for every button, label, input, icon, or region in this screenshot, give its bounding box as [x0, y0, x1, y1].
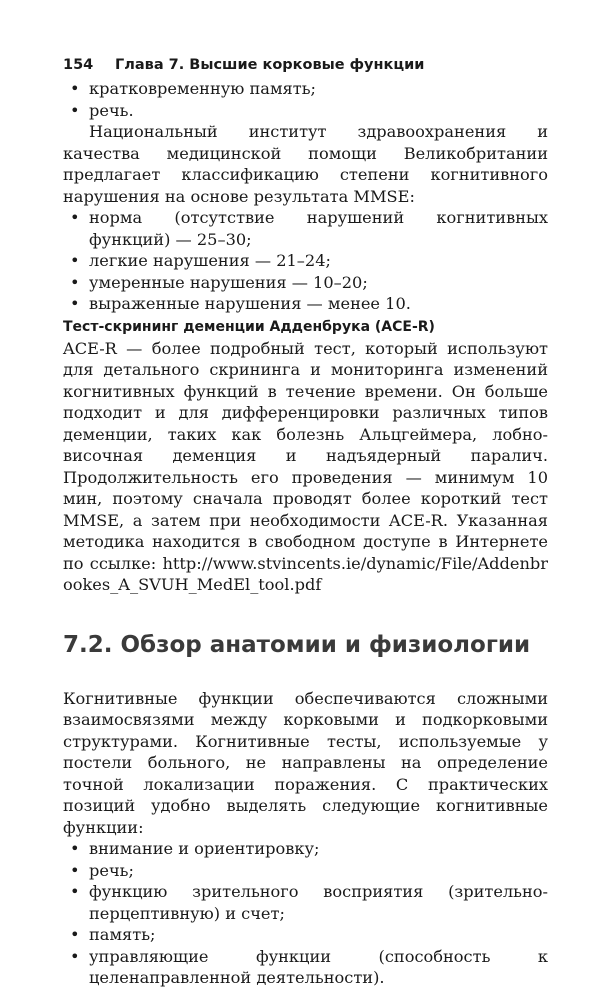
list-item: • норма (отсутствие нарушений когнитивных функций) — 25–30;	[70, 208, 548, 249]
section-title: 7.2. Обзор анатомии и физиологии	[63, 631, 531, 658]
bullet-icon: •	[70, 946, 80, 966]
list-item: • умеренные нарушения — 10–20;	[70, 272, 368, 292]
bullet-icon: •	[70, 272, 80, 292]
mmse-grade-list	[63, 207, 548, 315]
list-item: • управляющие функции (способность к целенаправленной деятельности).	[70, 946, 548, 987]
bullet-icon: •	[70, 294, 80, 313]
list-item: • память;	[70, 925, 156, 944]
bullet-icon: •	[70, 925, 80, 944]
intro-bullet-list	[63, 78, 548, 121]
body-text	[63, 78, 548, 315]
list-item: • легкие нарушения — 21–24;	[70, 251, 331, 270]
bullet-icon: •	[70, 79, 80, 98]
list-item: • кратковременную память;	[70, 79, 316, 98]
bullet-icon: •	[70, 100, 80, 120]
cognitive-functions-list	[63, 838, 548, 989]
list-item: • функцию зрительного восприятия (зрительно-перцептивную) и счет;	[70, 882, 548, 923]
ace-body	[63, 338, 548, 596]
page-number: 154	[63, 57, 94, 73]
nice-paragraph: Национальный институт здравоохранения и качества медицинской помощи Великобритании предлагает классификацию степени когнитивного нарушения на основе результата MMSE:	[63, 122, 548, 206]
list-item: • внимание и ориентировку;	[70, 839, 320, 858]
chapter-title: Глава 7. Высшие корковые функции	[115, 57, 425, 73]
ace-paragraph: ACE-R — более подробный тест, который используют для детального скрининга и мониторинга изменений когнитивных функций в течение времени. Он больше подходит и для дифференцировки различных типов деменции, таких как болезнь Альцгеймера, лобно-височная деменция и надъядерный паралич. Продолжительность его проведения — минимум 10 мин, поэтому сначала проводят более короткий тест MMSE, а затем при необходимости ACE-R. Указанная методика находится в свободном доступе в Интернете по ссылке: http://www.stvincents.ie/dynamic/File/Addenbrookes_A_SVUH_MedEl_tool.pdf	[63, 338, 548, 594]
list-item: • речь;	[70, 860, 134, 880]
bullet-icon: •	[70, 882, 80, 901]
bullet-icon: •	[70, 208, 80, 227]
bullet-icon: •	[70, 860, 80, 880]
section-body	[63, 688, 548, 989]
list-item: • речь.	[70, 100, 134, 120]
bullet-icon: •	[70, 251, 80, 270]
list-item: • выраженные нарушения — менее 10.	[70, 294, 411, 313]
book-page	[63, 52, 548, 989]
ace-heading: Тест-скрининг деменции Адденбрука (ACE-R)	[63, 318, 435, 335]
running-head	[63, 52, 548, 78]
bullet-icon: •	[70, 839, 80, 858]
section-paragraph: Когнитивные функции обеспечиваются сложными взаимосвязями между корковыми и подкорковыми структурами. Когнитивные тесты, используемые у постели больного, не направлены на определение точной локализации поражения. С практических позиций удобно выделять следующие когнитивные функции:	[63, 688, 548, 837]
ace-url-link[interactable]: http://www.stvincents.ie/dynamic/File/Addenbrookes_A_SVUH_MedEl_tool.pdf	[63, 553, 548, 594]
